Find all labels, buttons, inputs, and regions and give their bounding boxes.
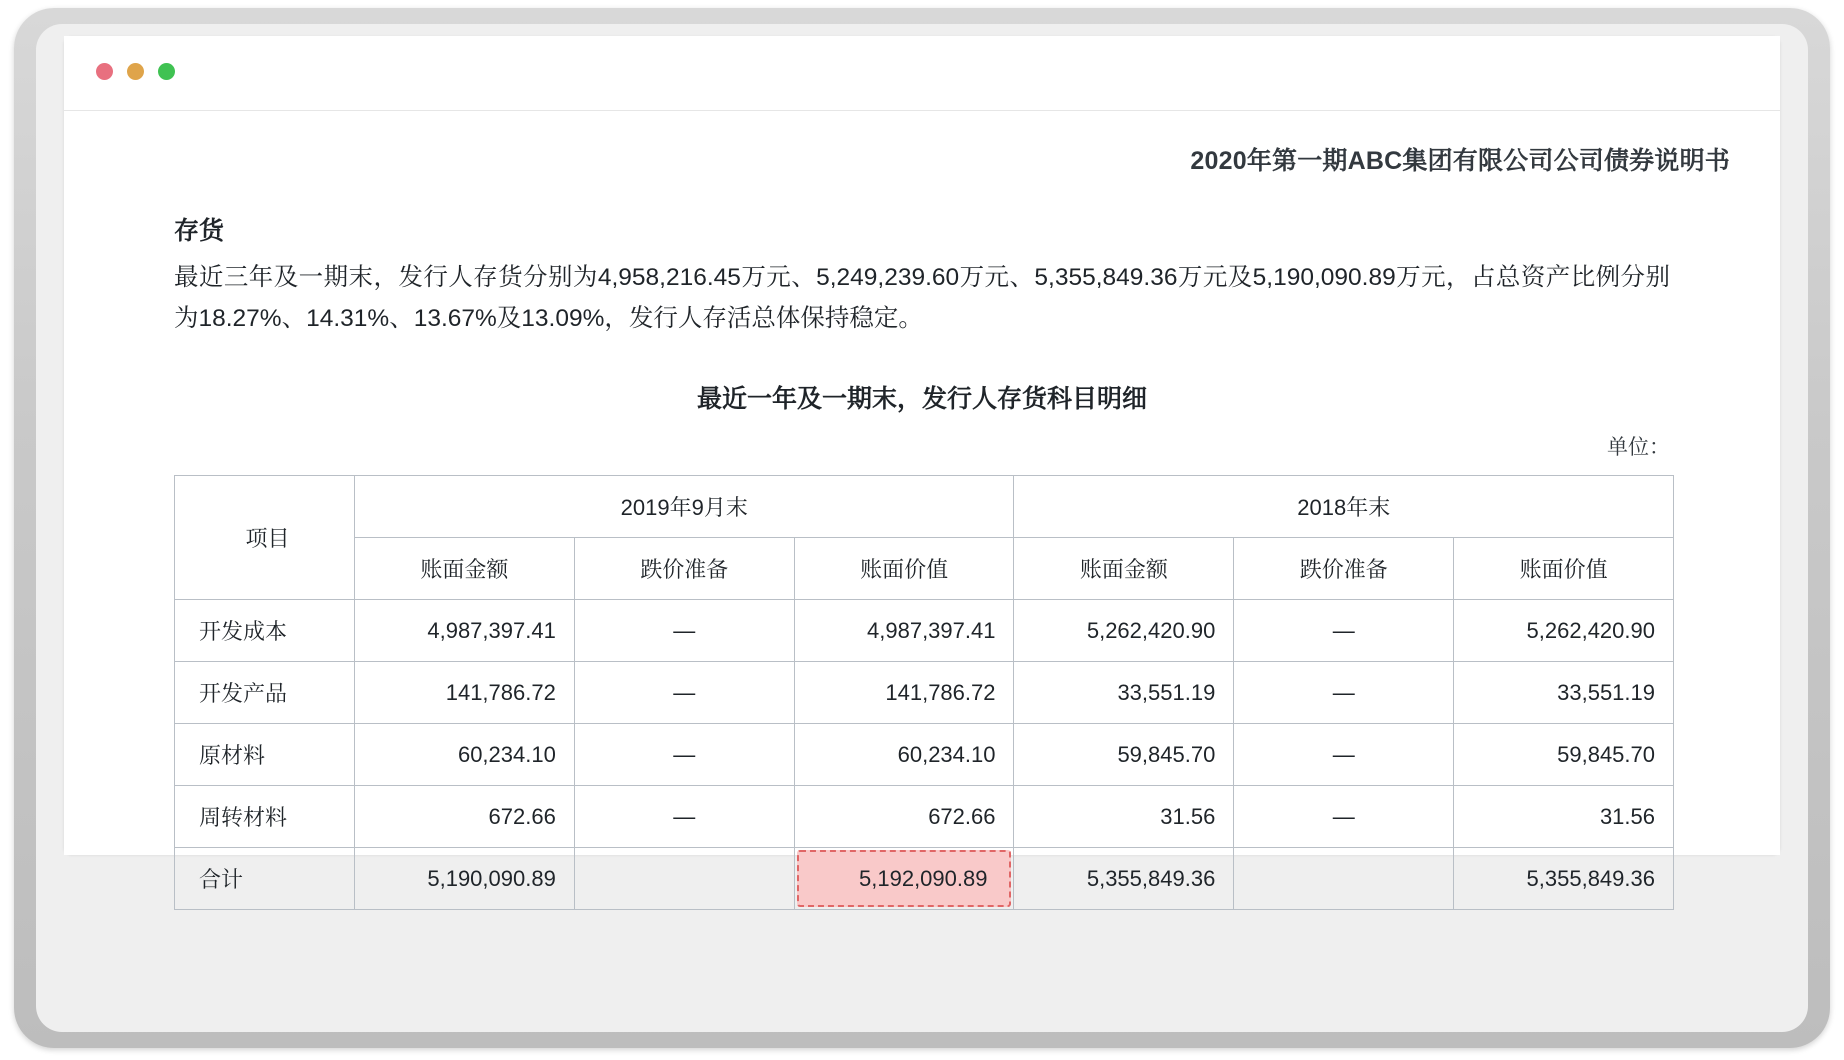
table-row — [175, 724, 1674, 786]
cell-value: — — [1234, 662, 1454, 724]
minimize-icon[interactable] — [127, 63, 144, 80]
cell-value: — — [574, 600, 794, 662]
cell-value — [1234, 848, 1454, 910]
cell-value: 60,234.10 — [794, 724, 1014, 786]
document-body — [64, 111, 1780, 892]
row-label: 原材料 — [175, 724, 355, 786]
maximize-icon[interactable] — [158, 63, 175, 80]
cell-value: 672.66 — [794, 786, 1014, 848]
cell-value: — — [1234, 786, 1454, 848]
row-label: 周转材料 — [175, 786, 355, 848]
cell-value: — — [574, 724, 794, 786]
cell-value: 33,551.19 — [1454, 662, 1674, 724]
section-heading: 存货 — [174, 217, 225, 245]
window-controls[interactable] — [96, 63, 175, 80]
cell-value — [574, 848, 794, 910]
cell-value: 60,234.10 — [355, 724, 575, 786]
cell-value: 59,845.70 — [1454, 724, 1674, 786]
device-frame — [14, 8, 1830, 1048]
cell-value: 141,786.72 — [794, 662, 1014, 724]
cell-value: — — [574, 786, 794, 848]
cell-value: 5,192,090.89 — [859, 865, 988, 891]
cell-value: 5,355,849.36 — [1014, 848, 1234, 910]
header-sub-4: 跌价准备 — [1234, 538, 1454, 600]
window-titlebar — [64, 36, 1780, 111]
header-sub-0: 账面金额 — [355, 538, 575, 600]
cell-value: — — [574, 662, 794, 724]
header-sub-1: 跌价准备 — [574, 538, 794, 600]
cell-value: — — [1234, 724, 1454, 786]
table-row — [175, 786, 1674, 848]
close-icon[interactable] — [96, 63, 113, 80]
highlighted-cell[interactable] — [794, 848, 1014, 910]
cell-value: 5,190,090.89 — [355, 848, 575, 910]
document-header-title: 2020年第一期ABC集团有限公司公司债券说明书 — [1190, 147, 1730, 175]
table-unit-label: 单位： — [1607, 436, 1670, 459]
cell-value: 4,987,397.41 — [794, 600, 1014, 662]
table-header-row-groups — [175, 476, 1674, 538]
cell-value: 31.56 — [1014, 786, 1234, 848]
header-item: 项目 — [175, 476, 355, 600]
cell-value: 4,987,397.41 — [355, 600, 575, 662]
header-sub-3: 账面金额 — [1014, 538, 1234, 600]
header-sub-5: 账面价值 — [1454, 538, 1674, 600]
cell-value: 5,355,849.36 — [1454, 848, 1674, 910]
table-caption: 最近一年及一期末，发行人存货科目明细 — [696, 385, 1147, 413]
header-group-2018: 2018年末 — [1014, 476, 1674, 538]
cell-value: 5,262,420.90 — [1014, 600, 1234, 662]
table-row-total — [175, 848, 1674, 910]
row-label: 开发成本 — [175, 600, 355, 662]
table-row — [175, 600, 1674, 662]
table-row — [175, 662, 1674, 724]
header-sub-2: 账面价值 — [794, 538, 1014, 600]
cell-value: 33,551.19 — [1014, 662, 1234, 724]
cell-value: 672.66 — [355, 786, 575, 848]
document-window — [64, 36, 1780, 892]
row-label: 合计 — [175, 848, 355, 910]
cell-value: 5,262,420.90 — [1454, 600, 1674, 662]
cell-value: 141,786.72 — [355, 662, 575, 724]
section-paragraph: 最近三年及一期末，发行人存货分别为4,958,216.45万元、5,249,239.60万元、5,355,849.36万元及5,190,090.89万元，占总资产比例分别为18.27%、14.31%、13.67%及13.09%，发行人存活总体保持稳定。 — [174, 264, 1670, 332]
cell-value: — — [1234, 600, 1454, 662]
table-header-row-subs — [175, 538, 1674, 600]
inventory-table — [174, 475, 1674, 910]
cell-value: 31.56 — [1454, 786, 1674, 848]
row-label: 开发产品 — [175, 662, 355, 724]
header-group-2019: 2019年9月末 — [355, 476, 1014, 538]
cell-value: 59,845.70 — [1014, 724, 1234, 786]
